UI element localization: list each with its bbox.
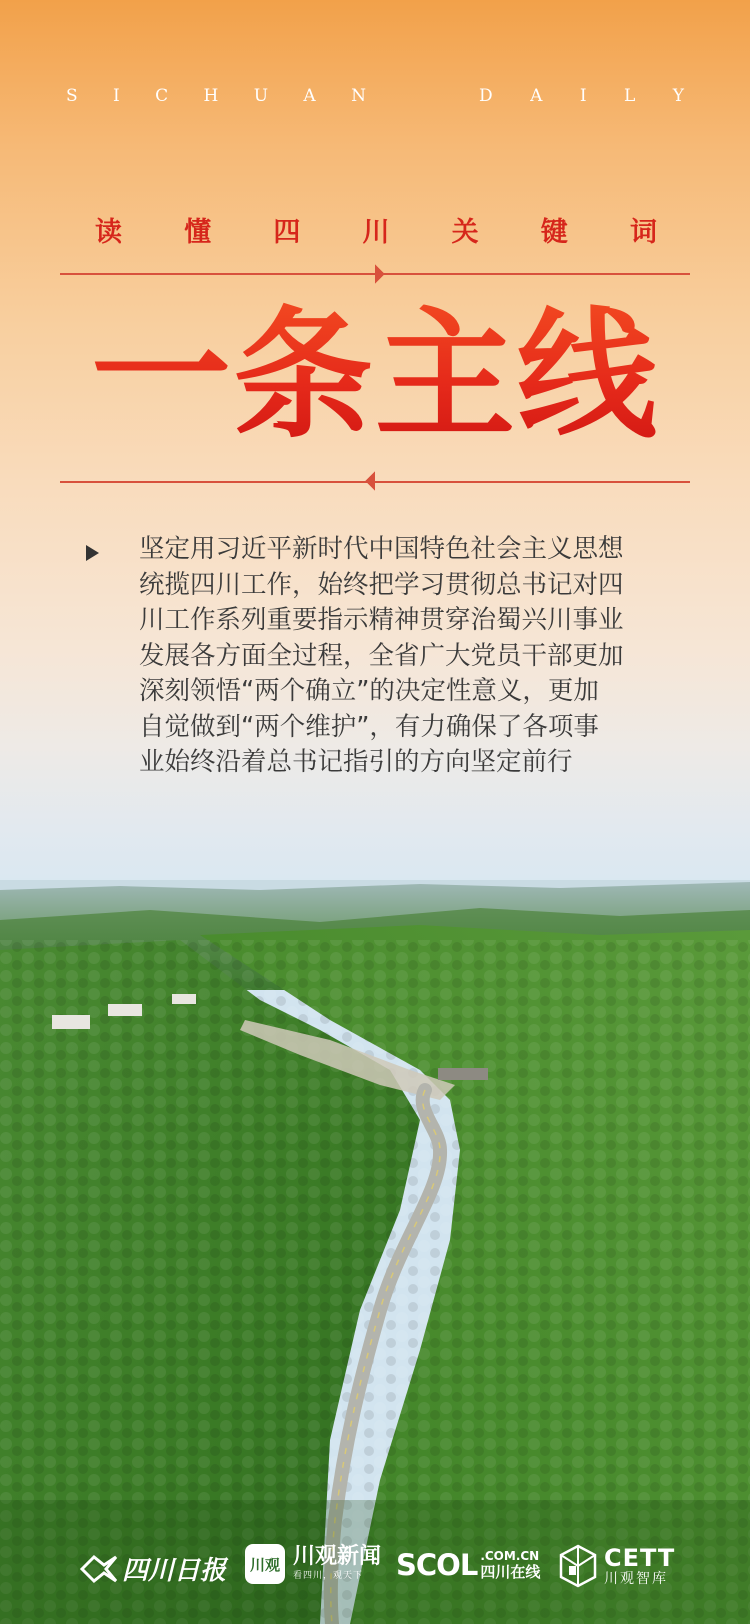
masthead-sichuan xyxy=(66,86,366,110)
kicker-char: 键 xyxy=(540,217,568,248)
body-line: 统揽四川工作，始终把学习贯彻总书记对四 xyxy=(139,569,624,600)
masthead-letter: C xyxy=(155,86,169,106)
kicker-char: 懂 xyxy=(184,217,212,248)
cett-mark: CETT xyxy=(604,1544,676,1572)
kicker-char: 四 xyxy=(273,217,301,248)
masthead-letter: S xyxy=(66,86,78,106)
kicker-char: 词 xyxy=(629,217,657,248)
scol-name: 四川在线 xyxy=(480,1563,541,1581)
masthead-letter: Y xyxy=(672,86,684,106)
masthead xyxy=(66,86,684,110)
logo-sichuan-daily[interactable] xyxy=(80,1550,226,1587)
masthead-letter: I xyxy=(113,86,120,106)
kicker-char: 读 xyxy=(95,217,122,248)
masthead-letter: I xyxy=(579,86,587,106)
masthead-letter: A xyxy=(303,86,316,106)
partner-logos xyxy=(0,1536,750,1606)
chuanguan-name: 川观新闻 xyxy=(293,1544,382,1569)
masthead-letter: H xyxy=(203,86,219,106)
cett-cube-icon xyxy=(558,1544,598,1588)
body-line: 业始终沿着总书记指引的方向坚定前行 xyxy=(139,747,573,777)
kicker-char: 川 xyxy=(362,217,390,248)
kicker-char: 关 xyxy=(451,217,479,248)
chuanguan-badge: 川观 xyxy=(245,1544,285,1584)
masthead-letter: A xyxy=(530,86,543,106)
scol-mark: SCOL xyxy=(396,1548,478,1582)
body-line: 坚定用习近平新时代中国特色社会主义思想 xyxy=(139,534,624,564)
masthead-letter: D xyxy=(479,86,493,106)
body-paragraph xyxy=(139,532,679,781)
masthead-letter: N xyxy=(351,86,366,106)
sichuan-daily-emblem-icon xyxy=(80,1554,118,1584)
masthead-letter: L xyxy=(624,86,636,106)
headline: 一条主线 xyxy=(80,292,670,462)
body-line: 川工作系列重要指示精神贯穿治蜀兴川事业 xyxy=(139,605,624,635)
logo-scol[interactable] xyxy=(396,1548,540,1582)
play-triangle-icon xyxy=(86,545,99,561)
cett-name: 川观智库 xyxy=(604,1571,668,1587)
logo-chuanguan-news[interactable] xyxy=(245,1544,381,1584)
chuanguan-slogan: 看四川，观天下 xyxy=(293,1571,364,1581)
masthead-daily xyxy=(479,86,684,110)
sichuan-daily-name: 四川日报 xyxy=(122,1556,227,1586)
logo-cett[interactable] xyxy=(558,1544,675,1588)
aerial-forest-photo xyxy=(0,880,750,1624)
kicker-title xyxy=(95,210,657,250)
body-line: 自觉做到“两个维护”，有力确保了各项事 xyxy=(139,711,599,742)
forest-road-illustration xyxy=(0,880,750,1624)
masthead-letter: U xyxy=(253,86,269,106)
body-line: 发展各方面全过程，全省广大党员干部更加 xyxy=(139,640,624,671)
body-line: 深刻领悟“两个确立”的决定性意义，更加 xyxy=(139,676,599,706)
scol-domain: .COM.CN xyxy=(480,1549,540,1563)
